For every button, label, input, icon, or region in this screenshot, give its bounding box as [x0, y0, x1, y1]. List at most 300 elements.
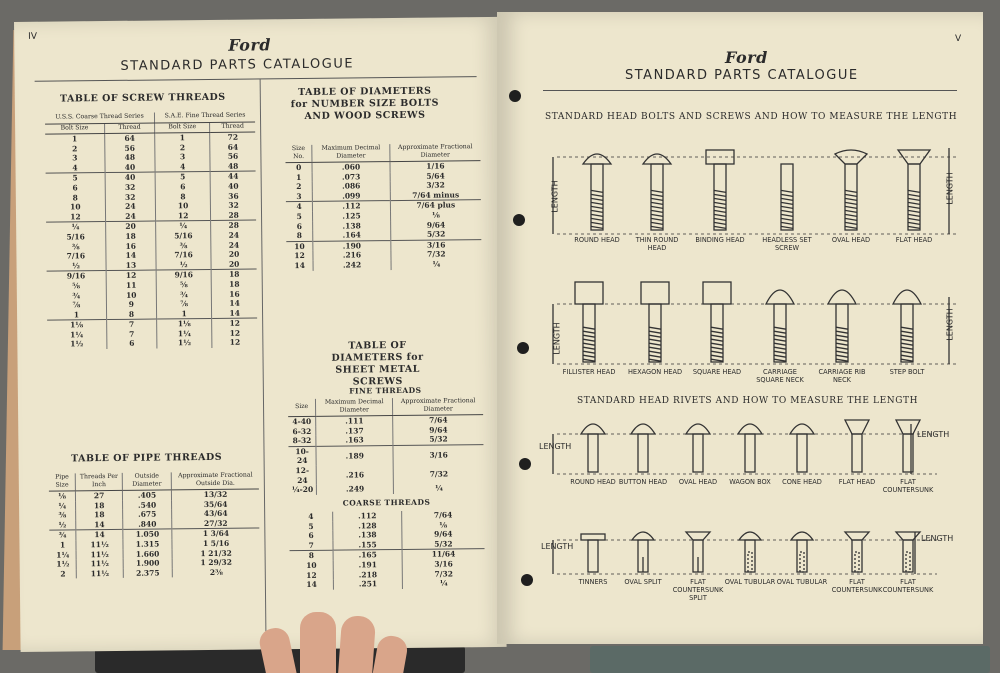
bolt-row1-2-thread — [714, 214, 726, 216]
table-cell: .190 — [313, 240, 391, 251]
bolt-row2-1-thread — [649, 343, 661, 345]
table-cell: 8 — [296, 231, 303, 241]
table-cell: 1.660 — [123, 549, 172, 559]
diagram-caption: BUTTON HEAD — [618, 478, 668, 486]
bolt-row1-4-thread — [845, 190, 857, 192]
bolt-row2-1-thread — [649, 339, 661, 341]
rivet-bore — [855, 552, 859, 572]
grey-binder-bar — [590, 646, 990, 673]
bolt-row2-5-thread — [901, 335, 913, 337]
table-cell: 12-24 — [295, 465, 310, 485]
diagram-caption: FLAT HEAD — [895, 236, 933, 244]
bolt-row1-0-head — [583, 154, 611, 164]
page-number-left: IV — [28, 31, 38, 42]
header-rule — [35, 76, 477, 82]
left-page — [14, 17, 507, 652]
table-cell: 6 — [107, 339, 157, 349]
rivet-shank — [588, 540, 598, 572]
bolt-row2-4-thread — [836, 331, 848, 333]
rivet-shank — [797, 540, 807, 572]
bolt-row1-3-thread — [781, 198, 793, 200]
col-header: Threads Per Inch — [76, 473, 123, 491]
bolt-row1-4-thread — [845, 198, 857, 200]
table-cell: 3/16 — [393, 444, 483, 465]
table-cell: 8 — [155, 192, 210, 202]
rivet-head — [791, 532, 813, 540]
bolt-row1-3-thread — [781, 190, 793, 192]
table-cell: 12 — [70, 212, 81, 222]
bolt-row1-5-thread — [908, 226, 920, 228]
bolt-row1-5-thread — [908, 210, 920, 212]
bolt-row1-5-thread — [908, 198, 920, 200]
catalogue-title-right: STANDARD PARTS CATALOGUE — [625, 68, 859, 83]
bolt-row1-0-thread — [591, 218, 603, 220]
bolt-row2-2-thread — [711, 355, 723, 357]
table-cell: 14 — [294, 260, 305, 271]
table-cell: 48 — [105, 153, 155, 163]
bolt-row1-2-thread — [714, 194, 726, 196]
table-cell: 9/64 — [402, 529, 485, 539]
table-cell: ⅛ — [58, 491, 67, 501]
diagram-caption: CONE HEAD — [782, 478, 822, 486]
bolt-row2-0-head — [575, 282, 603, 304]
table-cell: 9/16 — [156, 270, 211, 281]
page-number-right: V — [955, 34, 962, 44]
table-cell: 1 29/32 — [172, 558, 259, 569]
sheet-fine-table — [288, 397, 484, 495]
bolt-row2-2-thread — [711, 335, 723, 337]
bolt-row1-4-thread — [845, 194, 857, 196]
col-header: Outside Diameter — [122, 472, 171, 490]
rivet-shank — [745, 434, 755, 472]
table-cell: 7/64 — [401, 510, 484, 520]
rivet-shank — [852, 540, 862, 572]
bolt-row1-2-thread — [714, 190, 726, 192]
bolt-row2-4-thread — [836, 335, 848, 337]
table-cell: 16 — [212, 289, 257, 299]
table-cell: 1/16 — [390, 161, 481, 172]
table-cell: 2 — [72, 143, 78, 153]
bolt-row1-3-thread — [781, 210, 793, 212]
table-cell: 32 — [105, 192, 155, 202]
bolt-row1-0-thread — [591, 226, 603, 228]
table-cell: 12 — [106, 270, 156, 281]
bolt-row2-4-thread — [836, 359, 848, 361]
uss-group-header: U.S.S. Coarse Thread Series — [45, 113, 155, 124]
table-cell: 12 — [212, 338, 257, 348]
table-cell: 1½ — [70, 339, 84, 349]
diameters-bolts-title: TABLE OF DIAMETERS for NUMBER SIZE BOLTS AND WOOD SCREWS — [290, 85, 440, 122]
screw-threads-title: TABLE OF SCREW THREADS — [59, 91, 226, 105]
rivet-head — [581, 424, 605, 434]
table-cell: 7/16 — [156, 250, 211, 260]
table-cell: 3/16 — [391, 239, 482, 250]
bolt-row2-4-thread — [836, 343, 848, 345]
bolt-row2-2-thread — [711, 359, 723, 361]
bolt-row1-1-thread — [651, 198, 663, 200]
length-label: LENGTH — [541, 542, 574, 551]
table-cell: 10 — [106, 290, 156, 300]
col-header: Thread — [210, 121, 255, 132]
bolt-row2-4-thread — [836, 339, 848, 341]
table-cell: 7/32 — [391, 249, 482, 260]
table-cell: .086 — [312, 181, 390, 191]
diagram-caption: FLAT HEAD — [838, 478, 876, 486]
table-cell: 4 — [308, 511, 314, 521]
diagram-caption: FLAT COUNTERSUNK — [882, 478, 934, 494]
bolt-row2-5-thread — [901, 351, 913, 353]
rivet-shank — [588, 434, 598, 472]
bolt-row1-5-thread — [908, 206, 920, 208]
table-row — [289, 483, 484, 495]
table-cell: 20 — [211, 259, 256, 270]
table-cell: ¼ — [58, 501, 67, 511]
rivet-shank — [693, 434, 703, 472]
table-cell: 27 — [76, 490, 123, 501]
diagram-caption: OVAL HEAD — [678, 478, 718, 486]
table-cell: 14 — [76, 530, 123, 541]
table-cell: ¼-20 — [291, 485, 314, 495]
table-cell: 7/16 — [66, 251, 86, 261]
table-cell: 18 — [76, 510, 123, 520]
table-cell: .216 — [313, 250, 391, 260]
table-cell: 3/16 — [402, 559, 485, 569]
bolt-row2-5-thread — [901, 327, 913, 329]
table-cell: 40 — [105, 162, 155, 173]
table-cell: 0 — [296, 162, 302, 173]
table-cell: 8 — [72, 192, 78, 202]
bolt-row1-3-thread — [781, 194, 793, 196]
bolt-row2-4-thread — [836, 327, 848, 329]
table-cell: 18 — [106, 231, 156, 241]
diagram-caption: FILLISTER HEAD — [562, 368, 616, 376]
table-cell: 56 — [105, 143, 155, 153]
table-cell: 14 — [106, 251, 156, 261]
bolt-row2-4-thread — [836, 355, 848, 357]
bolt-row2-2-thread — [711, 339, 723, 341]
table-cell: 12 — [294, 251, 305, 261]
table-cell: 6 — [296, 221, 302, 231]
table-cell: 12 — [156, 211, 211, 222]
table-cell: 36 — [211, 191, 256, 201]
col-header: Maximum Decimal Diameter — [312, 144, 390, 162]
diameters-bolts-table — [285, 143, 481, 271]
table-cell: 1.050 — [123, 529, 172, 540]
table-cell: 8 — [290, 551, 334, 562]
table-cell: 10 — [70, 202, 81, 212]
bolt-row1-5-thread — [908, 218, 920, 220]
bolt-row1-1-thread — [651, 202, 663, 204]
bolt-row1-1-thread — [651, 226, 663, 228]
length-label: LENGTH — [539, 442, 572, 451]
bolt-row1-0-thread — [591, 194, 603, 196]
bolt-row1-4-thread — [845, 214, 857, 216]
col-header: Maximum Decimal Diameter — [316, 398, 393, 416]
rivet-shank — [903, 540, 913, 572]
table-cell: 7/64 — [393, 415, 483, 426]
table-cell: 7 — [308, 540, 314, 550]
bolt-row1-0-thread — [591, 222, 603, 224]
bolt-row1-1-thread — [651, 194, 663, 196]
table-cell: 7/32 — [393, 464, 483, 484]
table-cell: 35/64 — [172, 499, 259, 510]
hand-finger — [338, 615, 376, 673]
diagram-caption: ROUND HEAD — [574, 236, 620, 244]
table-cell: 9 — [106, 300, 156, 310]
length-label: LENGTH — [945, 172, 955, 205]
table-cell: .155 — [333, 540, 402, 551]
rivet-head — [686, 532, 710, 540]
bolt-row1-3-thread — [781, 218, 793, 220]
table-cell: 6 — [308, 531, 314, 541]
table-cell: 10 — [286, 241, 313, 251]
bolt-row1-4-thread — [845, 210, 857, 212]
bolt-row1-0-thread — [591, 206, 603, 208]
table-cell: .540 — [122, 500, 171, 510]
table-cell: 5 — [155, 172, 210, 183]
bolt-row1-1-thread — [651, 190, 663, 192]
bolt-row2-2-thread — [711, 327, 723, 329]
rivet-head — [581, 534, 605, 540]
table-cell: 20 — [211, 250, 256, 260]
table-cell: ¼ — [394, 483, 484, 494]
table-cell: 1 — [59, 540, 66, 550]
table-cell: 64 — [210, 142, 255, 152]
table-cell: .099 — [313, 191, 391, 202]
table-cell: 7/64 plus — [390, 200, 481, 211]
bolt-row2-0-thread — [583, 355, 595, 357]
table-cell: .675 — [123, 510, 172, 520]
diagram-caption: TINNERS — [578, 578, 608, 586]
ford-logo: Ford — [228, 35, 272, 55]
table-cell: ¾ — [72, 290, 81, 300]
col-header: Pipe Size — [49, 473, 76, 491]
bolt-row2-1-thread — [649, 355, 661, 357]
table-cell: 1 — [71, 134, 78, 144]
fine-threads-label: FINE THREADS — [349, 385, 422, 396]
rivet-shank — [797, 434, 807, 472]
table-cell: .405 — [122, 490, 171, 501]
table-cell: ⅞ — [156, 299, 211, 309]
table-cell: 9/64 — [393, 425, 483, 436]
table-cell: 1¼ — [70, 330, 84, 340]
pipe-threads-title: TABLE OF PIPE THREADS — [71, 451, 223, 465]
table-cell: 11½ — [76, 540, 123, 550]
table-cell: 2 — [296, 182, 302, 192]
diagram-caption: WAGON BOX — [729, 478, 771, 486]
bolt-row2-3-thread — [774, 339, 786, 341]
table-cell: 56 — [210, 152, 255, 162]
bolt-row2-2-thread — [711, 331, 723, 333]
diagram-caption: OVAL TUBULAR — [724, 578, 776, 586]
bolt-row1-1-head — [643, 154, 671, 164]
table-row — [47, 338, 257, 350]
table-cell: 64 — [104, 133, 154, 144]
bolt-row1-3-thread — [781, 222, 793, 224]
table-cell: 1⅛ — [157, 319, 212, 330]
table-cell: .191 — [334, 560, 403, 570]
table-cell: ⅝ — [156, 280, 211, 290]
table-cell: 1 21/32 — [172, 548, 259, 559]
sae-group-header: S.A.E. Fine Thread Series — [154, 111, 255, 122]
bolt-row1-2-thread — [714, 226, 726, 228]
bolts-section-title: STANDARD HEAD BOLTS AND SCREWS AND HOW TO MEASURE THE LENGTH — [545, 112, 958, 122]
table-cell: ¾ — [49, 530, 76, 540]
table-cell: .840 — [123, 519, 172, 530]
bolt-row1-1-thread — [651, 218, 663, 220]
table-cell: 8 — [106, 309, 156, 320]
rivet-bore — [748, 552, 752, 572]
col-header: Bolt Size — [45, 123, 104, 134]
table-cell: .249 — [317, 484, 394, 494]
bolt-row1-0-thread — [591, 190, 603, 192]
screw-threads-table — [45, 111, 257, 349]
table-cell: 10 — [306, 560, 317, 570]
table-cell: 14 — [306, 580, 317, 590]
table-row — [289, 464, 484, 485]
bolt-row2-0-thread — [583, 327, 595, 329]
table-cell: 9/16 — [47, 271, 106, 282]
table-cell: 1¼ — [157, 329, 212, 339]
bolt-row1-0-thread — [591, 214, 603, 216]
col-header: Thread — [104, 123, 154, 134]
table-cell: 12 — [306, 570, 317, 580]
bolt-row2-1-thread — [649, 359, 661, 361]
table-cell: 7 — [106, 319, 156, 330]
table-cell: 6 — [155, 182, 210, 192]
table-row — [290, 578, 485, 590]
bolt-row1-2-thread — [714, 222, 726, 224]
table-cell: 8-32 — [292, 436, 312, 446]
bolt-row2-1-thread — [649, 331, 661, 333]
table-cell: 5 — [46, 173, 105, 184]
rivets-section-title: STANDARD HEAD RIVETS AND HOW TO MEASURE THE LENGTH — [577, 396, 919, 406]
table-cell: 4-40 — [292, 416, 312, 427]
bolt-row1-2-thread — [714, 210, 726, 212]
bolt-row2-5-head — [893, 290, 921, 304]
rivet-bore — [906, 552, 910, 572]
table-cell: 1½ — [56, 559, 70, 569]
table-cell: ⅝ — [72, 281, 81, 291]
diagram-caption: BINDING HEAD — [695, 236, 745, 244]
table-cell: 2⅜ — [172, 567, 259, 578]
table-cell: 24 — [211, 240, 256, 250]
length-label: LENGTH — [917, 430, 950, 439]
table-cell: ½ — [156, 260, 211, 271]
table-cell: 14 — [76, 520, 123, 531]
bolt-row1-1-thread — [651, 206, 663, 208]
table-cell: 28 — [211, 210, 256, 221]
diameters-sheet-title: TABLE OF DIAMETERS for SHEET METAL SCREWS — [331, 339, 424, 388]
bolt-row1-4-thread — [845, 222, 857, 224]
bolt-row2-2-thread — [711, 347, 723, 349]
table-cell: .111 — [316, 416, 393, 427]
length-label: LENGTH — [945, 308, 955, 341]
sheet-coarse-table — [289, 510, 485, 590]
diagram-caption: HEXAGON HEAD — [627, 368, 683, 376]
table-cell: 32 — [211, 201, 256, 211]
bolt-row2-1-thread — [649, 347, 661, 349]
table-cell: 1 — [155, 132, 210, 143]
diagram-caption: FLAT COUNTERSUNK SPLIT — [672, 578, 724, 602]
table-cell: ⅞ — [72, 300, 81, 310]
table-cell: 11½ — [77, 569, 124, 579]
bolt-row1-3-thread — [781, 202, 793, 204]
bolt-row1-2-thread — [714, 202, 726, 204]
table-cell: 3 — [72, 153, 78, 163]
table-cell: .218 — [334, 570, 403, 580]
table-cell: 32 — [105, 182, 155, 192]
table-cell: 9/64 — [390, 220, 481, 231]
bolt-row2-3-thread — [774, 327, 786, 329]
bolt-row1-5-thread — [908, 190, 920, 192]
bolt-row1-0-thread — [591, 210, 603, 212]
table-cell: 1.900 — [123, 559, 172, 569]
table-cell: 48 — [210, 161, 255, 172]
table-cell: 6 — [72, 183, 78, 193]
table-cell: 3 — [296, 191, 302, 201]
diagram-caption: CARRIAGE RIB NECK — [818, 368, 866, 384]
bolt-row2-3-head — [766, 290, 794, 304]
column-divider — [260, 79, 267, 639]
bolt-row2-5-thread — [901, 347, 913, 349]
table-cell: 18 — [211, 269, 256, 280]
diagram-caption: THIN ROUND HEAD — [635, 236, 679, 252]
table-cell: ⅛ — [402, 520, 485, 530]
diagram-caption: OVAL SPLIT — [624, 578, 662, 586]
table-cell: 14 — [212, 308, 257, 319]
bolt-row1-2-thread — [714, 206, 726, 208]
rivet-head — [739, 532, 761, 540]
bolt-row2-0-thread — [583, 347, 595, 349]
bolt-row1-3-thread — [781, 226, 793, 228]
table-cell: 10-24 — [288, 446, 316, 466]
table-cell: 1½ — [157, 338, 212, 348]
table-cell: 12 — [212, 328, 257, 338]
diagram-caption: ROUND HEAD — [570, 478, 616, 486]
table-row — [288, 444, 483, 466]
bolt-row1-2-thread — [714, 198, 726, 200]
table-row — [287, 259, 482, 271]
table-cell: 11 — [106, 280, 156, 290]
diagram-caption: OVAL TUBULAR — [776, 578, 828, 586]
bolt-row2-3-thread — [774, 331, 786, 333]
table-cell: .112 — [333, 511, 402, 521]
diagram-caption: FLAT COUNTERSUNK — [831, 578, 883, 594]
table-cell: .216 — [316, 465, 393, 485]
table-cell: .251 — [334, 579, 403, 589]
bolt-row2-2-head — [703, 282, 731, 304]
table-cell: ½ — [71, 261, 80, 271]
bolt-row2-0-thread — [583, 331, 595, 333]
table-cell: 6-32 — [292, 426, 312, 436]
bolt-row1-3-thread — [781, 214, 793, 216]
length-label: LENGTH — [552, 322, 562, 355]
col-header: Approximate Fractional Diameter — [393, 397, 483, 415]
table-cell: 18 — [211, 279, 256, 289]
bolt-row2-5-thread — [901, 355, 913, 357]
rivet-shank — [745, 540, 755, 572]
table-cell: 11½ — [76, 559, 123, 569]
table-cell: 5/32 — [390, 229, 481, 240]
table-cell: .138 — [333, 530, 402, 540]
bolt-row1-0-thread — [591, 202, 603, 204]
rivet-head — [631, 424, 655, 434]
bolt-row2-5-thread — [901, 339, 913, 341]
bolt-row2-4-thread — [836, 351, 848, 353]
table-cell: 14 — [212, 299, 257, 309]
table-cell: 40 — [105, 172, 155, 183]
